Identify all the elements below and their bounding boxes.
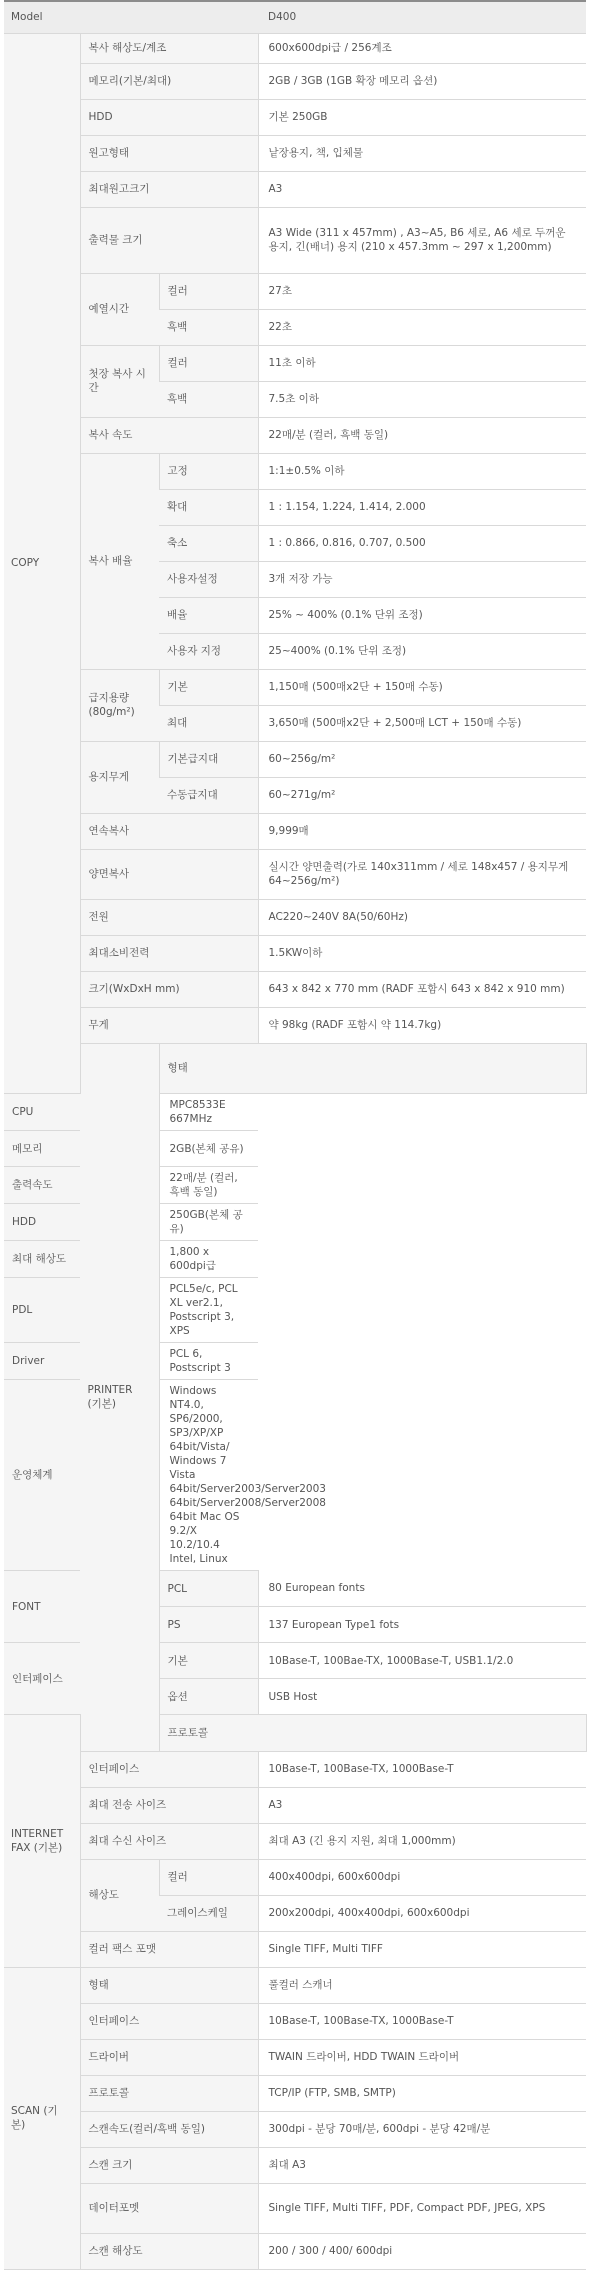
row-value: 25% ~ 400% (0.1% 단위 조정) (258, 597, 586, 633)
row-label: 최대원고크기 (80, 171, 258, 207)
spec-row (4, 2147, 586, 2183)
row-label: PDL (4, 1278, 159, 1343)
spec-sheet (4, 0, 586, 2270)
spec-row (4, 1278, 586, 1343)
spec-row (4, 2075, 586, 2111)
row-value: 3개 저장 가능 (258, 561, 586, 597)
spec-row (4, 1131, 586, 1167)
spec-row (4, 849, 586, 899)
spec-row (4, 741, 586, 777)
row-value: 1 : 0.866, 0.816, 0.707, 0.500 (258, 525, 586, 561)
row-value: A3 (258, 171, 586, 207)
row-label: 전원 (80, 899, 258, 935)
row-label: 복사 속도 (80, 417, 258, 453)
row-label: 메모리(기본/최대) (80, 63, 258, 99)
row-label: 출력속도 (4, 1167, 159, 1204)
category-printer: PRINTER (기본) (80, 1043, 159, 1751)
sub-label: 기본급지대 (159, 741, 258, 777)
row-label: 용지무게 (80, 741, 159, 813)
row-value: 60~271g/m² (258, 777, 586, 813)
row-value: MPC8533E 667MHz (159, 1094, 258, 1131)
row-value: 3,650매 (500매x2단 + 2,500매 LCT + 150매 수동) (258, 705, 586, 741)
row-value: PCL5e/c, PCL XL ver2.1, Postscript 3, XPS (159, 1278, 258, 1343)
row-value: 기본 250GB (258, 99, 586, 135)
row-value: 7.5초 이하 (258, 381, 586, 417)
row-value: 1,800 x 600dpi급 (159, 1241, 258, 1278)
spec-row (4, 935, 586, 971)
spec-row (4, 2039, 586, 2075)
row-value: 27초 (258, 273, 586, 309)
sub-label: 고정 (159, 453, 258, 489)
sub-label: PCL (159, 1571, 258, 1607)
row-value: A3 (258, 1787, 586, 1823)
row-value: 22초 (258, 309, 586, 345)
row-label: 복사 해상도/계조 (80, 33, 258, 63)
row-value: 643 x 842 x 770 mm (RADF 포함시 643 x 842 x 910 mm) (258, 971, 586, 1007)
spec-row (4, 1931, 586, 1967)
spec-row (4, 2183, 586, 2233)
spec-row (4, 971, 586, 1007)
spec-row (4, 2003, 586, 2039)
sub-label: 그레이스케일 (159, 1895, 258, 1931)
sub-label: 기본 (159, 669, 258, 705)
row-label: HDD (4, 1204, 159, 1241)
spec-row (4, 99, 586, 135)
row-label: 스캔 해상도 (80, 2233, 258, 2269)
row-label: 데이터포멧 (80, 2183, 258, 2233)
row-value: 300dpi - 분당 70매/분, 600dpi - 분당 42매/분 (258, 2111, 586, 2147)
row-value: 1 : 1.154, 1.224, 1.414, 2.000 (258, 489, 586, 525)
row-value: TCP/IP (FTP, SMB, SMTP) (258, 2075, 586, 2111)
row-value: 137 European Type1 fots (258, 1607, 586, 1643)
row-label: 출력물 크기 (80, 207, 258, 273)
row-label: HDD (80, 99, 258, 135)
spec-row (4, 1343, 586, 1380)
sub-label: 흑백 (159, 309, 258, 345)
row-label: 최대소비전력 (80, 935, 258, 971)
row-value: 600x600dpi급 / 256계조 (258, 33, 586, 63)
sub-label: 옵션 (159, 1679, 258, 1715)
sub-label: 배율 (159, 597, 258, 633)
sub-label: 확대 (159, 489, 258, 525)
model-header: Model (4, 1, 80, 33)
row-label: 인터페이스 (4, 1643, 80, 1715)
row-value: 250GB(본체 공유) (159, 1204, 258, 1241)
spec-row (4, 1204, 586, 1241)
sub-label: 최대 (159, 705, 258, 741)
sub-label: 축소 (159, 525, 258, 561)
spec-row (4, 669, 586, 705)
spec-row (4, 2233, 586, 2269)
row-label: 인터페이스 (80, 2003, 258, 2039)
spec-row (4, 63, 586, 99)
row-label: 예열시간 (80, 273, 159, 345)
spec-row (4, 1859, 586, 1895)
row-value: 200 / 300 / 400/ 600dpi (258, 2233, 586, 2269)
row-value: 10Base-T, 100Base-TX, 1000Base-T (258, 1751, 586, 1787)
row-value: 22매/분 (컬러, 흑백 동일) (159, 1167, 258, 1204)
spec-row (4, 813, 586, 849)
row-value: AC220~240V 8A(50/60Hz) (258, 899, 586, 935)
row-label: 최대 전송 사이즈 (80, 1787, 258, 1823)
sub-label: 컬러 (159, 345, 258, 381)
sub-label: 흑백 (159, 381, 258, 417)
spec-row (4, 207, 586, 273)
row-value: 최대 A3 (긴 용지 지원, 최대 1,000mm) (258, 1823, 586, 1859)
spec-row (4, 453, 586, 489)
row-value: 실시간 양면출력(가로 140x311mm / 세로 148x457 / 용지무게 64~256g/m²) (258, 849, 586, 899)
row-value: 1:1±0.5% 이하 (258, 453, 586, 489)
row-label: 크기(WxDxH mm) (80, 971, 258, 1007)
row-label: 연속복사 (80, 813, 258, 849)
row-value: 2GB / 3GB (1GB 확장 메모리 옵션) (258, 63, 586, 99)
row-value: PCL 6, Postscript 3 (159, 1343, 258, 1380)
row-value: 11초 이하 (258, 345, 586, 381)
row-value: 25~400% (0.1% 단위 조정) (258, 633, 586, 669)
category-fax: INTERNET FAX (기본) (4, 1715, 80, 1968)
spec-table (4, 0, 586, 2270)
row-label: 양면복사 (80, 849, 258, 899)
row-value: 1.5KW이하 (258, 935, 586, 971)
row-label: 형태 (80, 1967, 258, 2003)
sub-label: 컬러 (159, 1859, 258, 1895)
spec-row (4, 1967, 586, 2003)
row-label: 프로토콜 (159, 1715, 586, 1752)
row-value: 60~256g/m² (258, 741, 586, 777)
row-value: Windows NT4.0, SP6/2000, SP3/XP/XP 64bit/Vista/ Windows 7 Vista 64bit/Server2003/Server2003 64bit/Server2008/Server2008 64bit Mac OS 9.2/X 10.2/10.4 Intel, Linux (159, 1380, 258, 1571)
row-label: 프로토콜 (80, 2075, 258, 2111)
spec-row (4, 1043, 586, 1094)
row-label: 최대 해상도 (4, 1241, 159, 1278)
row-label: 스캔속도(컬러/흑백 동일) (80, 2111, 258, 2147)
spec-row (4, 171, 586, 207)
row-value: 200x200dpi, 400x400dpi, 600x600dpi (258, 1895, 586, 1931)
row-label: 급지용량 (80g/m²) (80, 669, 159, 741)
row-label: 운영체계 (4, 1380, 159, 1571)
spec-row (4, 2111, 586, 2147)
row-value: Single TIFF, Multi TIFF, PDF, Compact PDF, JPEG, XPS (258, 2183, 586, 2233)
row-value: 9,999매 (258, 813, 586, 849)
row-label: 첫장 복사 시간 (80, 345, 159, 417)
category-copy: COPY (4, 33, 80, 1094)
spec-row (4, 1751, 586, 1787)
spec-row (4, 135, 586, 171)
row-value: USB Host (258, 1679, 586, 1715)
row-label: 인터페이스 (80, 1751, 258, 1787)
row-value: 최대 A3 (258, 2147, 586, 2183)
sub-label: PS (159, 1607, 258, 1643)
row-value: A3 Wide (311 x 457mm) , A3~A5, B6 세로, A6 세로 두꺼운 용지, 긴(배너) 용지 (210 x 457.3mm ~ 297 x 1,200mm) (258, 207, 586, 273)
table-header (4, 1, 586, 33)
row-label: 형태 (159, 1043, 586, 1094)
spec-row (4, 33, 586, 63)
row-label: 최대 수신 사이즈 (80, 1823, 258, 1859)
row-value: 400x400dpi, 600x600dpi (258, 1859, 586, 1895)
row-label: FONT (4, 1571, 80, 1643)
row-value: 풀컬러 스캐너 (258, 1967, 586, 2003)
row-label: Driver (4, 1343, 159, 1380)
sub-label: 기본 (159, 1643, 258, 1679)
row-label: 해상도 (80, 1859, 159, 1931)
sub-label: 컬러 (159, 273, 258, 309)
row-value: 1,150매 (500매x2단 + 150매 수동) (258, 669, 586, 705)
spec-row (4, 1787, 586, 1823)
sub-label: 사용자 지정 (159, 633, 258, 669)
sub-label: 사용자설정 (159, 561, 258, 597)
category-scan: SCAN (기본) (4, 1967, 80, 2269)
spec-row (4, 1094, 586, 1131)
row-value: TWAIN 드라이버, HDD TWAIN 드라이버 (258, 2039, 586, 2075)
row-label: CPU (4, 1094, 159, 1131)
row-value: 10Base-T, 100Bae-TX, 1000Base-T, USB1.1/2.0 (258, 1643, 586, 1679)
spec-row (4, 899, 586, 935)
row-label: 원고형태 (80, 135, 258, 171)
spec-row (4, 1241, 586, 1278)
model-value: D400 (258, 1, 586, 33)
spec-row (4, 1823, 586, 1859)
row-value: 22매/분 (컬러, 흑백 동일) (258, 417, 586, 453)
row-label: 컬러 팩스 포맷 (80, 1931, 258, 1967)
row-label: 무게 (80, 1007, 258, 1043)
row-value: 10Base-T, 100Base-TX, 1000Base-T (258, 2003, 586, 2039)
row-value: 약 98kg (RADF 포함시 약 114.7kg) (258, 1007, 586, 1043)
row-value: 80 European fonts (258, 1571, 586, 1607)
row-label: 메모리 (4, 1131, 159, 1167)
spec-row (4, 1167, 586, 1204)
row-label: 복사 배율 (80, 453, 159, 669)
row-label: 드라이버 (80, 2039, 258, 2075)
spec-row (4, 1007, 586, 1043)
row-label: 스캔 크기 (80, 2147, 258, 2183)
row-value: 2GB(본체 공유) (159, 1131, 258, 1167)
spec-row (4, 273, 586, 309)
spec-row (4, 345, 586, 381)
row-value: 낱장용지, 책, 입체물 (258, 135, 586, 171)
sub-label: 수동급지대 (159, 777, 258, 813)
row-value: Single TIFF, Multi TIFF (258, 1931, 586, 1967)
spec-row (4, 417, 586, 453)
